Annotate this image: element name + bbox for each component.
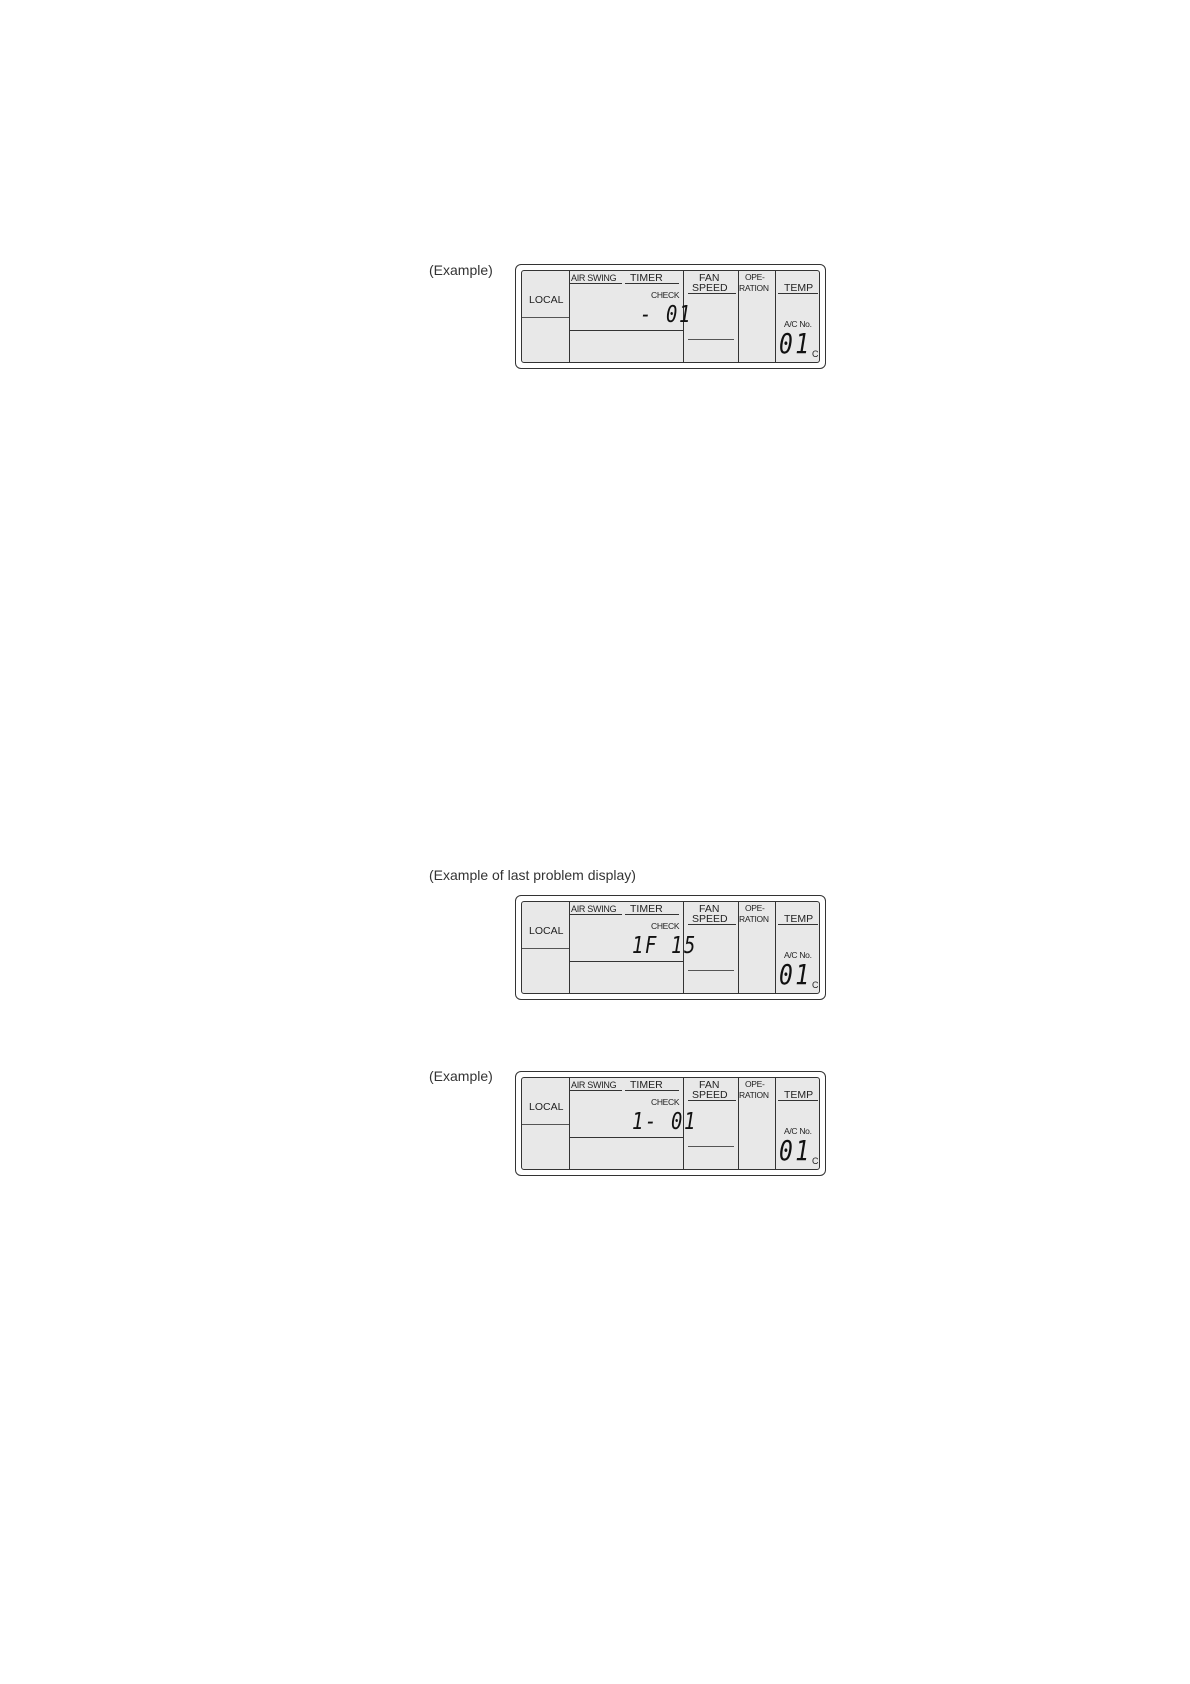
ac-no-label: A/C No.: [784, 1126, 812, 1136]
ration-label: RATION: [739, 914, 769, 924]
ope-label: OPE-: [745, 903, 765, 913]
timer-code-display: 1F 15: [632, 933, 697, 959]
unit-c-label: C: [812, 1156, 819, 1166]
timer-label: TIMER: [630, 903, 663, 915]
lcd-screen: [521, 1077, 820, 1170]
fan-label: FAN: [699, 1079, 720, 1091]
caption-example-last-problem: (Example of last problem display): [429, 867, 636, 883]
timer-code-display: - 01: [640, 302, 692, 328]
fan-label: FAN: [699, 903, 720, 915]
speed-label: SPEED: [692, 913, 728, 925]
ac-no-value: 01: [779, 1134, 812, 1167]
local-label: LOCAL: [529, 294, 564, 306]
fan-label: FAN: [699, 272, 720, 284]
ration-label: RATION: [739, 1090, 769, 1100]
local-label: LOCAL: [529, 1101, 564, 1113]
caption-example-3: (Example): [429, 1068, 493, 1084]
remote-lcd-display: [515, 1071, 826, 1176]
ac-no-label: A/C No.: [784, 319, 812, 329]
temp-label: TEMP: [784, 282, 814, 294]
timer-label: TIMER: [630, 272, 663, 284]
check-label: CHECK: [651, 921, 680, 931]
air-swing-label: AIR SWING: [571, 273, 617, 283]
ac-no-label: A/C No.: [784, 950, 812, 960]
temp-label: TEMP: [784, 1089, 814, 1101]
remote-lcd-display: [515, 264, 826, 369]
ope-label: OPE-: [745, 1079, 765, 1089]
temp-label: TEMP: [784, 913, 814, 925]
timer-label: TIMER: [630, 1079, 663, 1091]
speed-label: SPEED: [692, 282, 728, 294]
local-label: LOCAL: [529, 925, 564, 937]
unit-c-label: C: [812, 349, 819, 359]
ac-no-value: 01: [779, 327, 812, 360]
remote-lcd-display: [515, 895, 826, 1000]
check-label: CHECK: [651, 290, 680, 300]
caption-example-1: (Example): [429, 262, 493, 278]
timer-code-display: 1- 01: [632, 1109, 697, 1135]
ope-label: OPE-: [745, 272, 765, 282]
speed-label: SPEED: [692, 1089, 728, 1101]
lcd-screen: [521, 270, 820, 363]
check-label: CHECK: [651, 1097, 680, 1107]
ac-no-value: 01: [779, 958, 812, 991]
ration-label: RATION: [739, 283, 769, 293]
air-swing-label: AIR SWING: [571, 904, 617, 914]
air-swing-label: AIR SWING: [571, 1080, 617, 1090]
unit-c-label: C: [812, 980, 819, 990]
lcd-screen: [521, 901, 820, 994]
